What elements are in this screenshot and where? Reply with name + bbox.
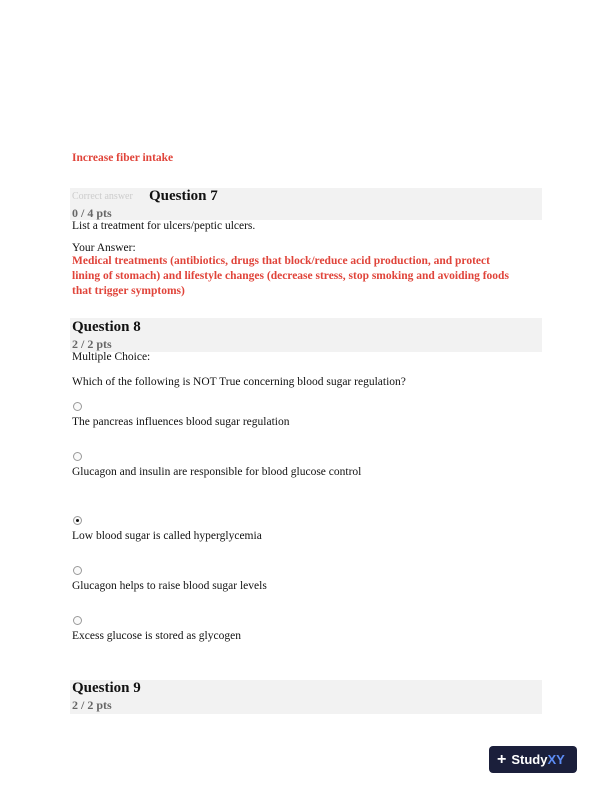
option-label-4: Glucagon helps to raise blood sugar levels bbox=[72, 580, 267, 592]
option-label-5: Excess glucose is stored as glycogen bbox=[72, 630, 241, 642]
question-9-points: 2 / 2 pts bbox=[72, 698, 112, 712]
question-7-prompt: List a treatment for ulcers/peptic ulcers. bbox=[72, 220, 256, 232]
option-radio-1[interactable] bbox=[73, 402, 82, 411]
correct-answer-ghost-label: Correct answer bbox=[72, 191, 133, 202]
question-9-header bbox=[70, 680, 542, 714]
option-radio-4[interactable] bbox=[73, 566, 82, 575]
question-7-answer-line-1: Medical treatments (antibiotics, drugs that block/reduce acid production, and protect bbox=[72, 255, 490, 267]
question-8-points: 2 / 2 pts bbox=[72, 337, 112, 351]
option-radio-3-selected[interactable] bbox=[73, 516, 82, 525]
brand-name-study: Study bbox=[511, 752, 548, 767]
question-7-title: Question 7 bbox=[149, 188, 218, 204]
question-8-type: Multiple Choice: bbox=[72, 351, 151, 363]
question-7-answer-line-2: lining of stomach) and lifestyle changes (decrease stress, stop smoking and avoiding foods bbox=[72, 270, 509, 282]
question-9-title: Question 9 bbox=[72, 680, 141, 696]
question-8-header bbox=[70, 318, 542, 352]
question-7-header bbox=[70, 188, 542, 220]
question-7-points: 0 / 4 pts bbox=[72, 206, 112, 220]
question-8-prompt: Which of the following is NOT True concerning blood sugar regulation? bbox=[72, 376, 406, 388]
your-answer-label: Your Answer: bbox=[72, 242, 136, 254]
option-label-3: Low blood sugar is called hyperglycemia bbox=[72, 530, 262, 542]
question-7-answer-line-3: that trigger symptoms) bbox=[72, 285, 185, 297]
option-label-1: The pancreas influences blood sugar regulation bbox=[72, 416, 290, 428]
previous-answer-text: Increase fiber intake bbox=[72, 152, 174, 164]
option-label-2: Glucagon and insulin are responsible for blood glucose control bbox=[72, 466, 362, 478]
brand-name-xy: XY bbox=[547, 752, 565, 767]
plus-icon: + bbox=[497, 750, 507, 768]
studyxy-logo bbox=[489, 746, 577, 773]
option-radio-5[interactable] bbox=[73, 616, 82, 625]
question-8-title: Question 8 bbox=[72, 319, 141, 335]
option-radio-2[interactable] bbox=[73, 452, 82, 461]
